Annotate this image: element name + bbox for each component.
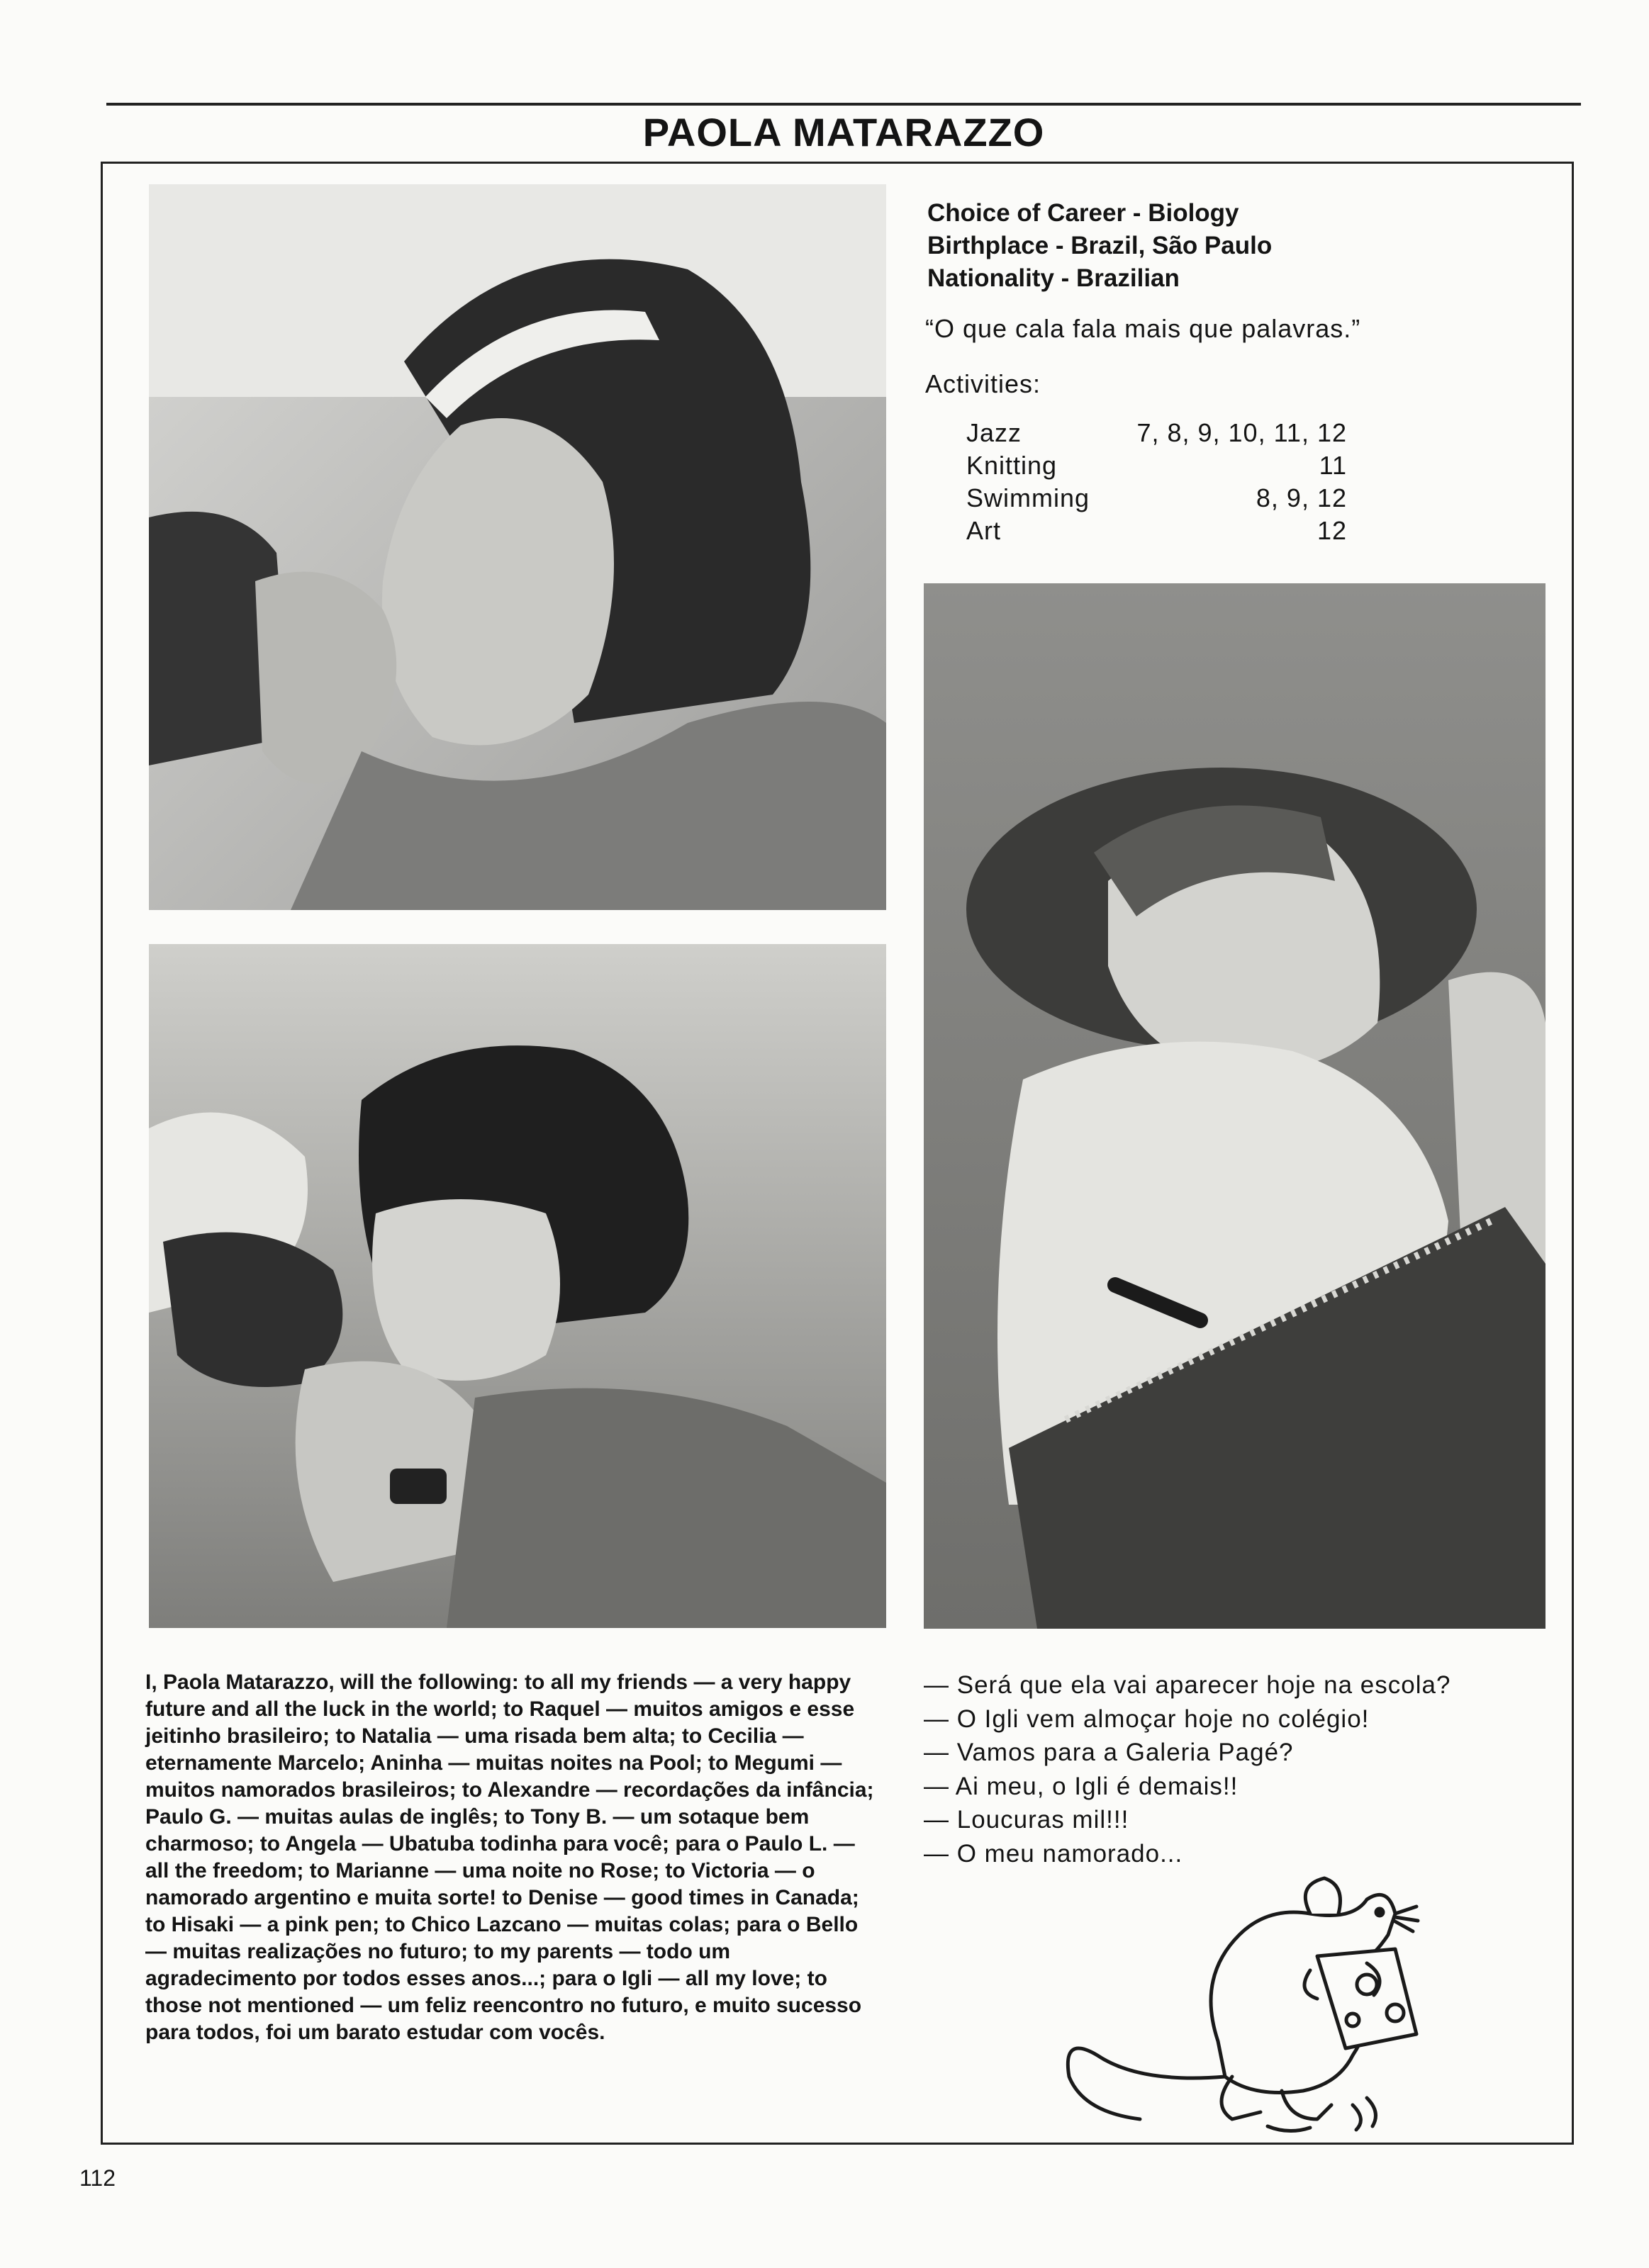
saying-line: — Loucuras mil!!! xyxy=(924,1806,1129,1834)
career-line: Choice of Career - Biology xyxy=(927,199,1239,227)
birthplace-line: Birthplace - Brazil, São Paulo xyxy=(927,232,1273,259)
saying-line: — O Igli vem almoçar hoje no colégio! xyxy=(924,1705,1370,1733)
profile-facts xyxy=(927,197,1565,295)
activity-name: Swimming xyxy=(966,483,1090,512)
activity-years: 11 xyxy=(1319,451,1347,480)
portrait-photo xyxy=(149,184,886,910)
activity-name: Knitting xyxy=(966,451,1058,480)
saying-line: — Será que ela vai aparecer hoje na escola? xyxy=(924,1671,1451,1699)
activity-name: Art xyxy=(966,516,1002,545)
motto-quote: “O que cala fala mais que palavras.” xyxy=(925,314,1361,343)
activity-years: 7, 8, 9, 10, 11, 12 xyxy=(1136,418,1347,447)
activity-years: 12 xyxy=(1317,516,1347,545)
saying-line: — Vamos para a Galeria Pagé? xyxy=(924,1739,1294,1766)
saying-line: — Ai meu, o Igli é demais!! xyxy=(924,1772,1239,1800)
activities-list xyxy=(966,417,1347,547)
page-number: 112 xyxy=(79,2165,116,2191)
mouse-cheese-illustration xyxy=(1055,1871,1452,2140)
activity-row xyxy=(966,482,1347,515)
activity-name: Jazz xyxy=(966,418,1022,447)
nationality-line: Nationality - Brazilian xyxy=(927,264,1180,292)
activity-row xyxy=(966,515,1347,547)
activity-years: 8, 9, 12 xyxy=(1256,483,1347,512)
page-title: PAOLA MATARAZZO xyxy=(642,110,1045,155)
sketchbook-photo xyxy=(924,583,1545,1629)
activities-heading: Activities: xyxy=(925,369,1041,398)
activity-row xyxy=(966,417,1347,449)
saying-line: — O meu namorado... xyxy=(924,1839,1183,1868)
candid-photo xyxy=(149,944,886,1628)
will-paragraph: I, Paola Matarazzo, will the following: to all my friends — a very happy future and all the luck in the world; to Raquel — muitos amigos e esse jeitinho brasileiro; to Natalia — uma risada bem alta; to Cecilia — eternamente Marcelo; Aninha — muitas noites na Pool; to Megumi — muitos namorados brasileiros; to Alexandre — recordações da infância; Paulo G. — muitas aulas de inglês; to Tony B. — um sotaque bem charmoso; to Angela — Ubatuba todinha para você; para o Paulo L. — all the freedom; to Marianne — uma noite no Rose; to Victoria — o namorado argentino e muita sorte! to Denise — good times in Canada; to Hisaki — a pink pen; to Chico Lazcano — muitas colas; para o Bello — muitas realizações no futuro; to my parents — todo um agradecimento por todos esses anos...; para o Igli — all my love; to those not mentioned — um feliz reencontro no futuro, e muito sucesso para todos, foi um barato estudar com vocês. xyxy=(145,1671,874,2044)
activity-row xyxy=(966,449,1347,482)
top-rule xyxy=(106,103,1581,106)
sayings-list xyxy=(924,1668,1548,1870)
